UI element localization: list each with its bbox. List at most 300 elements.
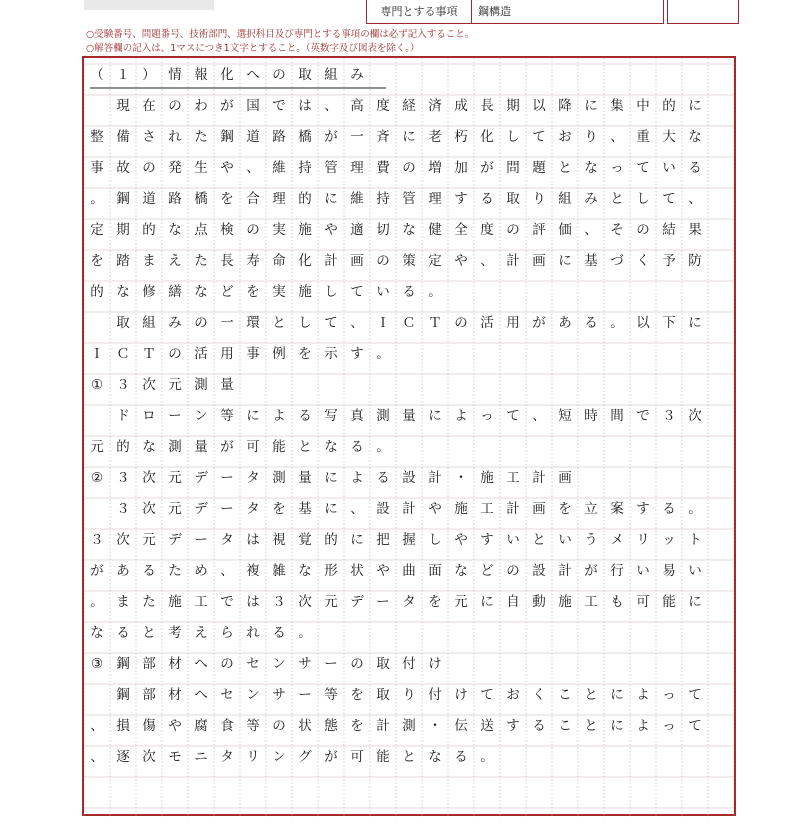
answer-char: が	[90, 563, 104, 579]
answer-char: に	[584, 98, 598, 114]
answer-char: て	[324, 315, 338, 331]
answer-char: ー	[168, 408, 182, 424]
answer-char: に	[428, 408, 442, 424]
answer-line	[84, 494, 734, 525]
answer-char: 増	[428, 160, 442, 176]
answer-char: デ	[194, 470, 208, 486]
answer-char: と	[298, 439, 312, 455]
answer-char: 路	[168, 191, 182, 207]
answer-char: 計	[402, 501, 416, 517]
answer-char: タ	[246, 501, 260, 517]
answer-char: や	[324, 222, 338, 238]
answer-char: て	[662, 191, 676, 207]
answer-char: 画	[532, 253, 546, 269]
answer-char: サ	[272, 687, 286, 703]
answer-char: 可	[350, 749, 364, 765]
answer-char: セ	[246, 656, 260, 672]
answer-char: Ｔ	[142, 346, 156, 362]
answer-char: し	[298, 315, 312, 331]
answer-char: の	[168, 98, 182, 114]
answer-char: 果	[688, 222, 702, 238]
answer-char: あ	[558, 315, 572, 331]
answer-char: 整	[90, 129, 104, 145]
answer-char: に	[558, 253, 572, 269]
answer-char: 踏	[116, 253, 130, 269]
answer-char: な	[90, 625, 104, 641]
answer-char: 工	[584, 594, 598, 610]
answer-char: 。	[376, 346, 390, 362]
answer-char: 化	[298, 253, 312, 269]
answer-char: 状	[350, 563, 364, 579]
answer-char: 価	[558, 222, 572, 238]
answer-char: と	[610, 191, 624, 207]
answer-char: っ	[662, 687, 676, 703]
answer-char: 的	[298, 191, 312, 207]
answer-char: 態	[324, 718, 338, 734]
answer-char: て	[636, 160, 650, 176]
answer-char: Ｉ	[90, 346, 104, 362]
answer-char: 理	[428, 191, 442, 207]
answer-char: 計	[428, 470, 442, 486]
answer-char: 、	[688, 191, 702, 207]
answer-char: ッ	[662, 532, 676, 548]
answer-char: グ	[298, 749, 312, 765]
answer-char: 維	[272, 160, 286, 176]
answer-char: た	[194, 253, 208, 269]
answer-char: 定	[90, 222, 104, 238]
answer-char: や	[376, 563, 390, 579]
answer-char: た	[168, 563, 182, 579]
answer-char: 合	[246, 191, 260, 207]
answer-char: 画	[532, 501, 546, 517]
answer-char: て	[532, 129, 546, 145]
answer-char: で	[220, 594, 234, 610]
answer-char: な	[168, 222, 182, 238]
answer-char: あ	[116, 563, 130, 579]
answer-char: 国	[246, 98, 260, 114]
answer-char: ー	[220, 470, 234, 486]
answer-char: な	[194, 284, 208, 300]
answer-line	[84, 339, 734, 370]
answer-char: 逐	[116, 749, 130, 765]
answer-char: 、	[90, 718, 104, 734]
answer-char: が	[324, 129, 338, 145]
answer-char: や	[168, 718, 182, 734]
answer-char: ー	[220, 501, 234, 517]
answer-char: れ	[168, 129, 182, 145]
answer-char: の	[168, 346, 182, 362]
answer-char: 取	[298, 67, 312, 83]
answer-char: Ｉ	[376, 315, 390, 331]
answer-char: 可	[246, 439, 260, 455]
answer-char: 、	[532, 408, 546, 424]
answer-char: 行	[610, 563, 624, 579]
answer-char: 寿	[246, 253, 260, 269]
answer-line	[84, 432, 734, 463]
answer-char: ン	[194, 408, 208, 424]
answer-char: へ	[194, 687, 208, 703]
answer-char: 成	[454, 98, 468, 114]
answer-char: の	[246, 222, 260, 238]
answer-line	[84, 153, 734, 184]
answer-char: し	[506, 129, 520, 145]
answer-char: 、	[246, 160, 260, 176]
answer-char: に	[324, 501, 338, 517]
answer-char: 発	[168, 160, 182, 176]
answer-char: の	[636, 222, 650, 238]
answer-char: 把	[376, 532, 390, 548]
answer-char: 。	[90, 191, 104, 207]
answer-line	[84, 742, 734, 773]
answer-char: い	[662, 160, 676, 176]
answer-char: 環	[246, 315, 260, 331]
answer-char: 事	[90, 160, 104, 176]
answer-char: や	[454, 253, 468, 269]
answer-char: 加	[454, 160, 468, 176]
answer-char: と	[584, 718, 598, 734]
answer-char: 持	[376, 191, 390, 207]
answer-char: 健	[428, 222, 442, 238]
answer-char: し	[636, 191, 650, 207]
answer-char: 例	[272, 346, 286, 362]
answer-char: め	[194, 563, 208, 579]
answer-char: 維	[350, 191, 364, 207]
answer-char: ３	[116, 470, 130, 486]
answer-char: 生	[194, 160, 208, 176]
answer-char: ②	[90, 470, 104, 486]
answer-char: を	[350, 718, 364, 734]
answer-char: 策	[402, 253, 416, 269]
answer-char: 損	[116, 718, 130, 734]
answer-char: 故	[116, 160, 130, 176]
answer-char: 能	[662, 594, 676, 610]
answer-char: 腐	[194, 718, 208, 734]
answer-char: ３	[662, 408, 676, 424]
answer-char: 、	[90, 749, 104, 765]
answer-char: 取	[116, 315, 130, 331]
answer-char: メ	[610, 532, 624, 548]
answer-char: 等	[324, 687, 338, 703]
answer-char	[84, 95, 110, 117]
answer-line	[84, 804, 734, 835]
answer-char: 施	[298, 222, 312, 238]
answer-char: 斉	[376, 129, 390, 145]
answer-char: ）	[142, 67, 156, 83]
answer-char: 元	[90, 439, 104, 455]
answer-char: の	[272, 718, 286, 734]
answer-char: 次	[298, 594, 312, 610]
answer-char: 部	[142, 656, 156, 672]
answer-char: 易	[662, 563, 676, 579]
answer-char: 、	[220, 563, 234, 579]
answer-char: る	[272, 625, 286, 641]
answer-char: 橋	[194, 191, 208, 207]
answer-char: 工	[480, 501, 494, 517]
answer-char: 画	[558, 470, 572, 486]
answer-char: ま	[116, 594, 130, 610]
answer-char: る	[454, 749, 468, 765]
answer-char: の	[454, 315, 468, 331]
answer-char: が	[532, 315, 546, 331]
answer-char: 付	[402, 656, 416, 672]
answer-char: 化	[220, 67, 234, 83]
answer-char: る	[584, 315, 598, 331]
answer-char: 予	[662, 253, 676, 269]
answer-char: タ	[220, 532, 234, 548]
answer-char: 状	[298, 718, 312, 734]
answer-char: の	[142, 160, 156, 176]
answer-char: 握	[402, 532, 416, 548]
answer-char: 測	[402, 718, 416, 734]
answer-char: た	[142, 594, 156, 610]
answer-char: 元	[168, 501, 182, 517]
answer-char: 。	[90, 594, 104, 610]
answer-char: は	[246, 594, 260, 610]
answer-char: に	[324, 191, 338, 207]
answer-char: 理	[272, 191, 286, 207]
answer-char: る	[402, 284, 416, 300]
answer-char: る	[350, 439, 364, 455]
answer-char: っ	[662, 718, 676, 734]
answer-char: い	[376, 284, 390, 300]
answer-line	[84, 91, 734, 122]
answer-char: 。	[480, 749, 494, 765]
answer-char: づ	[610, 253, 624, 269]
answer-char: ン	[272, 656, 286, 672]
answer-char: と	[272, 315, 286, 331]
answer-char: 持	[298, 160, 312, 176]
answer-char: の	[376, 253, 390, 269]
answer-char: 測	[376, 408, 390, 424]
answer-char: と	[558, 160, 572, 176]
answer-char: の	[506, 222, 520, 238]
answer-char: 測	[194, 377, 208, 393]
answer-char: 元	[324, 594, 338, 610]
answer-char: に	[246, 408, 260, 424]
answer-char: や	[454, 532, 468, 548]
answer-char: 面	[428, 563, 442, 579]
answer-char: よ	[350, 470, 364, 486]
answer-char: 的	[90, 284, 104, 300]
answer-char: ー	[194, 532, 208, 548]
answer-char: け	[454, 687, 468, 703]
specialty-box	[366, 0, 664, 24]
answer-char: 管	[402, 191, 416, 207]
answer-char: を	[298, 346, 312, 362]
answer-line	[84, 401, 734, 432]
answer-char: 高	[350, 98, 364, 114]
answer-char: 付	[428, 687, 442, 703]
answer-char: 、	[584, 222, 598, 238]
answer-char: み	[584, 191, 598, 207]
answer-char: の	[506, 563, 520, 579]
answer-char: し	[428, 532, 442, 548]
answer-char: ３	[116, 377, 130, 393]
answer-char: や	[220, 160, 234, 176]
answer-line	[84, 215, 734, 246]
answer-char: デ	[350, 594, 364, 610]
answer-char: 定	[428, 253, 442, 269]
answer-char: 元	[454, 594, 468, 610]
answer-line	[84, 649, 734, 680]
answer-char: 、	[480, 253, 494, 269]
answer-char: 適	[350, 222, 364, 238]
answer-char: ど	[480, 563, 494, 579]
answer-char: 以	[532, 98, 546, 114]
answer-char: 計	[558, 563, 572, 579]
answer-char: こ	[558, 718, 572, 734]
specialty-value[interactable]: 鋼構造	[478, 5, 511, 18]
answer-char: 次	[142, 470, 156, 486]
answer-char: 量	[402, 408, 416, 424]
answer-char: が	[324, 749, 338, 765]
answer-char: い	[506, 532, 520, 548]
answer-char: れ	[246, 625, 260, 641]
answer-char: ー	[298, 687, 312, 703]
answer-char: と	[142, 625, 156, 641]
answer-char: が	[584, 563, 598, 579]
answer-char: け	[428, 656, 442, 672]
answer-char: に	[610, 687, 624, 703]
answer-char: １	[116, 67, 130, 83]
answer-char: リ	[246, 749, 260, 765]
answer-char: 期	[506, 98, 520, 114]
answer-char: の	[194, 315, 208, 331]
answer-char: な	[402, 222, 416, 238]
answer-char: 化	[480, 129, 494, 145]
answer-char: 一	[220, 315, 234, 331]
answer-char: ・	[428, 718, 442, 734]
answer-char: で	[272, 98, 286, 114]
answer-char: に	[350, 532, 364, 548]
answer-char: （	[90, 67, 104, 83]
answer-char: 形	[324, 563, 338, 579]
answer-char: 材	[168, 656, 182, 672]
answer-char: 中	[636, 98, 650, 114]
answer-char: Ｃ	[116, 346, 130, 362]
answer-char: に	[324, 470, 338, 486]
answer-char: 覚	[298, 532, 312, 548]
answer-char: 設	[402, 470, 416, 486]
answer-char: ３	[272, 594, 286, 610]
answer-char: 的	[662, 98, 676, 114]
answer-char: 計	[324, 253, 338, 269]
answer-char: 曲	[402, 563, 416, 579]
answer-char: 重	[636, 129, 650, 145]
answer-char: 組	[324, 67, 338, 83]
answer-char: 部	[142, 687, 156, 703]
answer-char: 的	[324, 532, 338, 548]
answer-char: て	[688, 718, 702, 734]
answer-char: 案	[610, 501, 624, 517]
answer-char: 降	[558, 98, 572, 114]
answer-char: 動	[532, 594, 546, 610]
answer-char: 施	[558, 594, 572, 610]
answer-char: モ	[168, 749, 182, 765]
answer-char: す	[454, 191, 468, 207]
answer-line	[84, 122, 734, 153]
answer-char: サ	[298, 656, 312, 672]
answer-char: 備	[116, 129, 130, 145]
answer-char: に	[688, 594, 702, 610]
answer-char: い	[636, 563, 650, 579]
answer-char: 活	[480, 315, 494, 331]
answer-char: へ	[246, 67, 260, 83]
answer-line	[84, 308, 734, 339]
answer-char: 在	[142, 98, 156, 114]
answer-char: 自	[506, 594, 520, 610]
answer-char: 食	[220, 718, 234, 734]
answer-char: 計	[376, 718, 390, 734]
answer-char: そ	[610, 222, 624, 238]
answer-char: 検	[220, 222, 234, 238]
answer-char: が	[480, 160, 494, 176]
answer-char: な	[584, 160, 598, 176]
answer-char: が	[220, 439, 234, 455]
answer-char: 、	[350, 501, 364, 517]
answer-char: ロ	[142, 408, 156, 424]
answer-char: 施	[480, 470, 494, 486]
answer-char: 画	[350, 253, 364, 269]
answer-char: も	[610, 594, 624, 610]
answer-char: 大	[662, 129, 676, 145]
answer-char: す	[506, 718, 520, 734]
answer-char: ・	[454, 470, 468, 486]
answer-char: リ	[636, 532, 650, 548]
answer-char: な	[454, 563, 468, 579]
answer-char: は	[246, 532, 260, 548]
answer-char: る	[662, 501, 676, 517]
answer-line	[84, 60, 734, 91]
answer-char: ン	[246, 687, 260, 703]
answer-char: 量	[220, 377, 234, 393]
answer-char: 元	[142, 532, 156, 548]
answer-char: 時	[584, 408, 598, 424]
answer-char: の	[350, 656, 364, 672]
answer-char: を	[272, 501, 286, 517]
answer-char: 施	[298, 284, 312, 300]
answer-char: と	[584, 687, 598, 703]
answer-char: の	[402, 160, 416, 176]
answer-char: ー	[324, 656, 338, 672]
answer-char: 雑	[272, 563, 286, 579]
answer-char: 立	[584, 501, 598, 517]
answer-char	[84, 312, 110, 334]
answer-char: ①	[90, 377, 104, 393]
answer-char: に	[688, 315, 702, 331]
answer-line	[84, 711, 734, 742]
answer-char: す	[350, 346, 364, 362]
answer-char: 鋼	[116, 191, 130, 207]
answer-char: 量	[298, 470, 312, 486]
answer-char: 視	[272, 532, 286, 548]
answer-char: 実	[272, 222, 286, 238]
answer-char: タ	[246, 470, 260, 486]
answer-char: 短	[558, 408, 572, 424]
answer-char: 鋼	[116, 687, 130, 703]
answer-char: 度	[480, 222, 494, 238]
answer-char	[84, 684, 110, 706]
answer-char: て	[480, 687, 494, 703]
answer-char: 複	[246, 563, 260, 579]
answer-char: え	[194, 625, 208, 641]
answer-char: セ	[220, 687, 234, 703]
answer-char: 済	[428, 98, 442, 114]
answer-char: 切	[376, 222, 390, 238]
answer-char: 。	[298, 625, 312, 641]
answer-char: に	[480, 594, 494, 610]
answer-char: る	[532, 718, 546, 734]
